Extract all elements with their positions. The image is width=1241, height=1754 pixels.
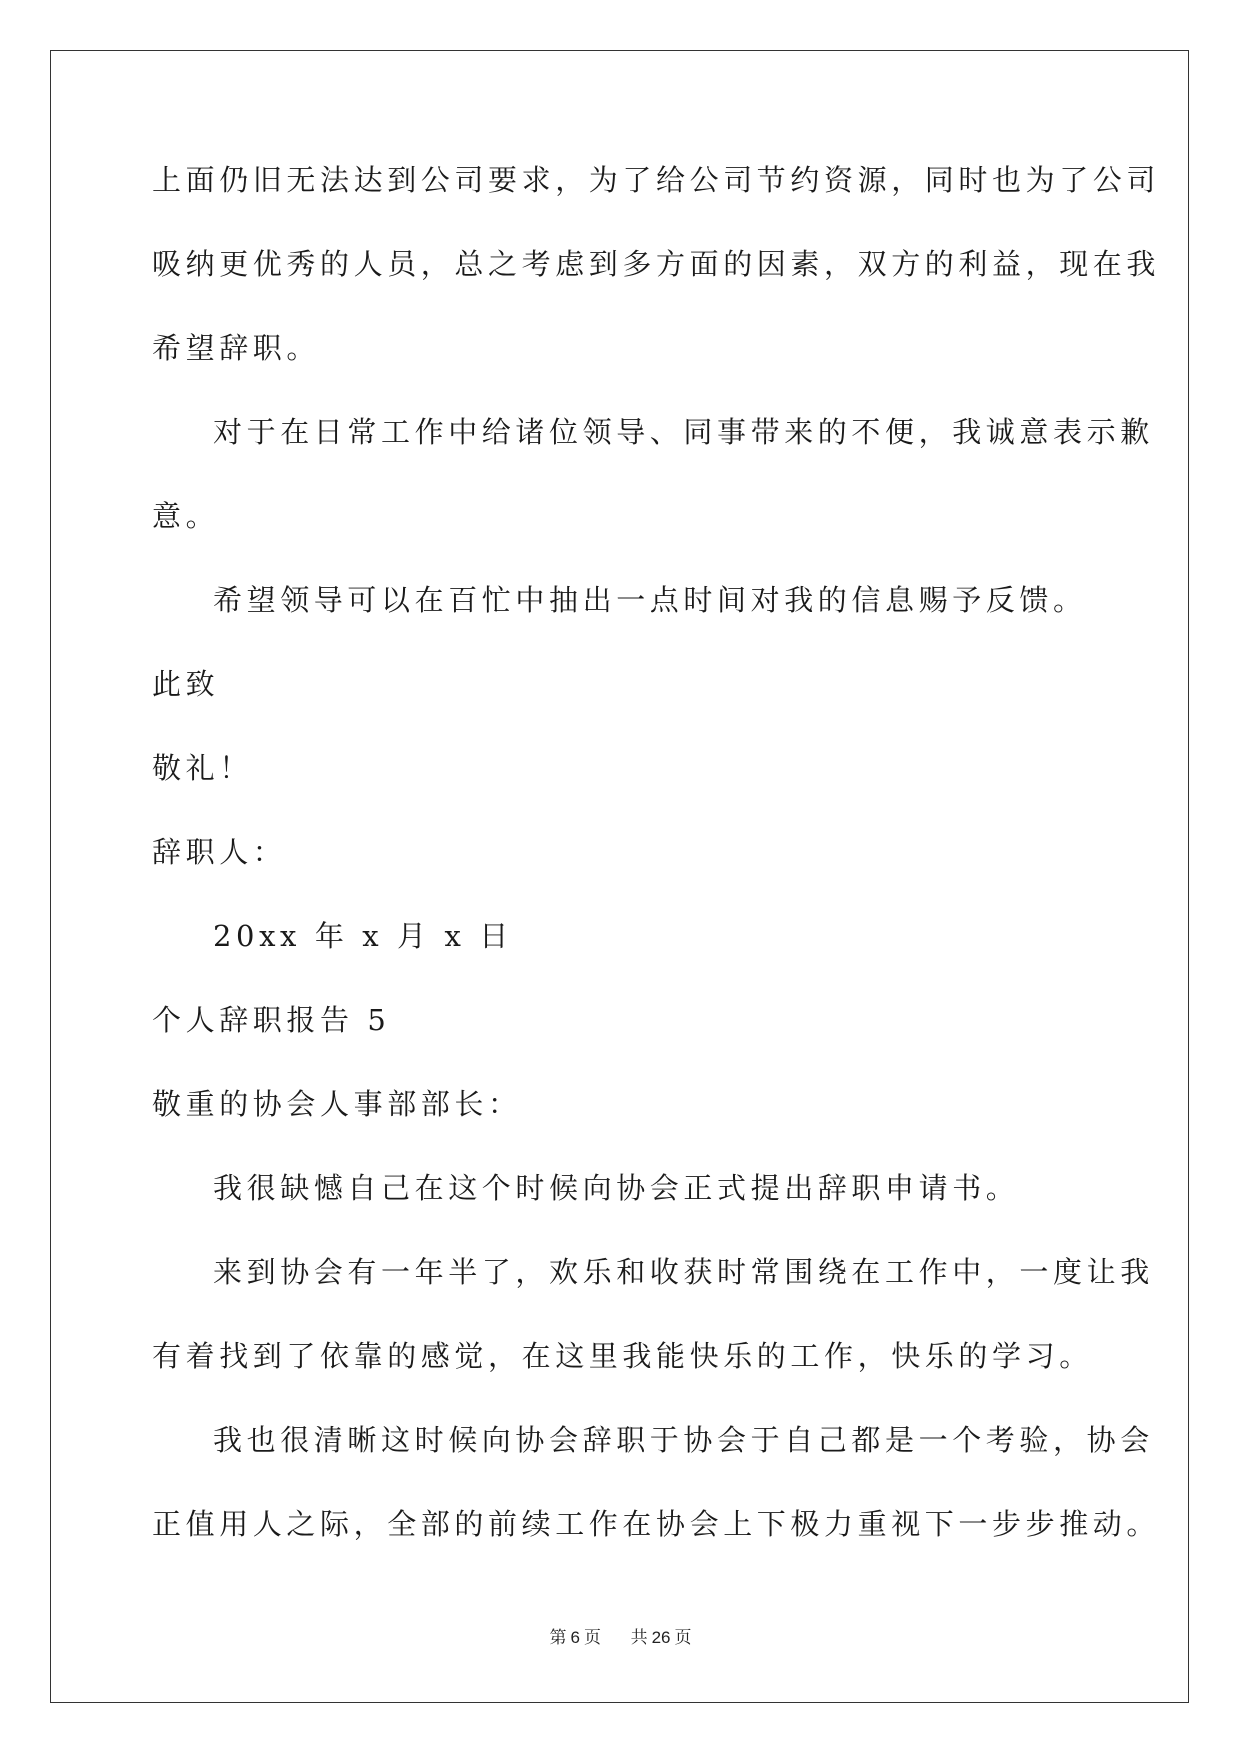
- page-total: 共 26 页: [630, 1628, 692, 1648]
- section-title: 个人辞职报告 5: [152, 1003, 391, 1037]
- date-line: 20xx 年 x 月 x 日: [213, 919, 513, 953]
- text-line: 正值用人之际，全部的前续工作在协会上下极力重视下一步步推动。: [152, 1507, 1161, 1541]
- greeting: 敬重的协会人事部部长：: [152, 1087, 522, 1121]
- text-line: 对于在日常工作中给诸位领导、同事带来的不便，我诚意表示歉: [213, 415, 1154, 449]
- text-line: 上面仍旧无法达到公司要求，为了给公司节约资源，同时也为了公司: [152, 163, 1161, 197]
- closing-salutation: 此致: [152, 667, 220, 701]
- text-line: 我很缺憾自己在这个时候向协会正式提出辞职申请书。: [213, 1171, 1020, 1205]
- text-line: 我也很清晰这时候向协会辞职于协会于自己都是一个考验，协会: [213, 1423, 1154, 1457]
- text-line: 希望领导可以在百忙中抽出一点时间对我的信息赐予反馈。: [213, 583, 1087, 617]
- signature-label: 辞职人：: [152, 835, 287, 869]
- page-footer: [0, 1623, 1241, 1648]
- page-number: 第 6 页: [549, 1628, 601, 1648]
- text-line: 意。: [152, 499, 220, 533]
- text-line: 来到协会有一年半了，欢乐和收获时常围绕在工作中，一度让我: [213, 1255, 1154, 1289]
- text-line: 吸纳更优秀的人员，总之考虑到多方面的因素，双方的利益，现在我: [152, 247, 1161, 281]
- text-line: 有着找到了依靠的感觉，在这里我能快乐的工作，快乐的学习。: [152, 1339, 1093, 1373]
- closing-regards: 敬礼！: [152, 751, 253, 785]
- text-line: 希望辞职。: [152, 331, 321, 365]
